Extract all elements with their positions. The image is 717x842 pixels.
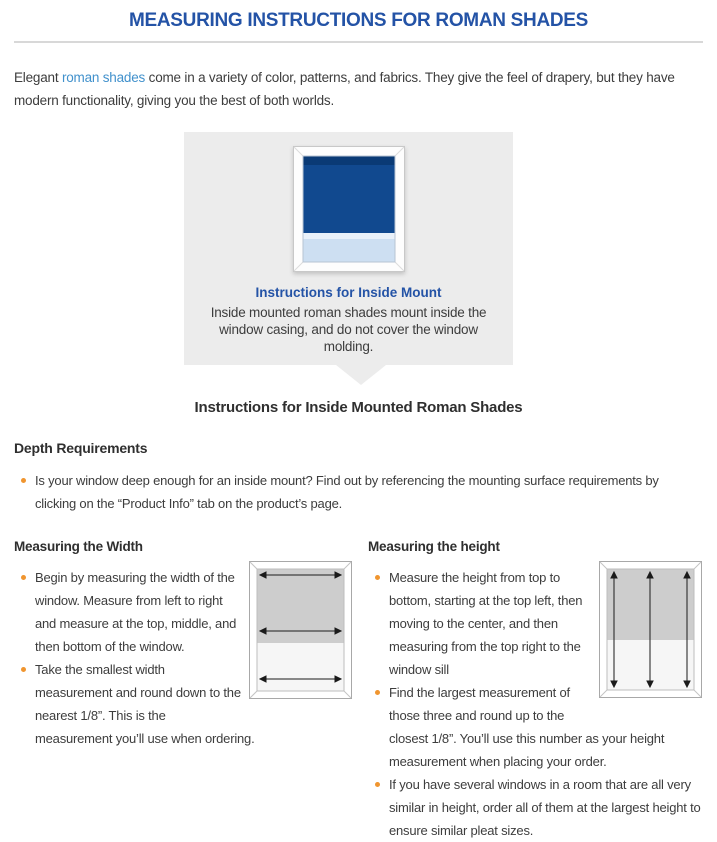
measuring-height-heading: Measuring the height — [368, 539, 500, 554]
callout-pointer-arrow — [336, 365, 386, 385]
depth-requirements-list — [14, 469, 703, 515]
list-item: Take the smallest width measurement and round down to the nearest 1/8”. This is the measurement you’ll use when ordering. — [35, 658, 352, 750]
inside-mount-callout — [184, 132, 513, 365]
title-divider — [14, 41, 703, 43]
page-title: MEASURING INSTRUCTIONS FOR ROMAN SHADES — [128, 10, 589, 31]
callout-title — [184, 283, 513, 302]
roman-shade — [303, 165, 395, 233]
measuring-height-list — [368, 566, 702, 842]
measuring-height-section — [368, 539, 702, 842]
measuring-width-list — [14, 566, 352, 750]
intro-paragraph — [14, 66, 703, 112]
roman-shades-link[interactable]: roman shades — [61, 70, 146, 85]
shade-header-bar — [303, 156, 395, 165]
window-pane-highlight — [303, 233, 395, 239]
inside-mount-section-heading: Instructions for Inside Mounted Roman Shades — [194, 399, 523, 416]
depth-requirements-heading: Depth Requirements — [14, 440, 148, 456]
list-item: Is your window deep enough for an inside mount? Find out by referencing the mounting surface requirements by clicking on the “Product Info” tab on the product’s page. — [35, 469, 703, 515]
inside-mount-instructions-link[interactable]: Instructions for Inside Mount — [255, 285, 442, 300]
measuring-columns — [14, 539, 703, 842]
intro-text-pre: Elegant — [14, 70, 62, 85]
intro-text-post: come in a variety of color, patterns, and fabrics. They give the feel of drapery, but they have modern functionality, giving you the best of both worlds. — [14, 70, 675, 108]
callout-description: Inside mounted roman shades mount inside the window casing, and do not cover the window molding. — [210, 305, 487, 354]
list-item: Begin by measuring the width of the window. Measure from left to right and measure at the top, middle, and then bottom of the window. — [35, 566, 352, 658]
list-item: If you have several windows in a room that are all very similar in height, order all of them at the largest height to ensure similar pleat sizes. — [389, 773, 702, 842]
list-item: Measure the height from top to bottom, starting at the top left, then moving to the center, and then measuring from the top right to the window sill — [389, 566, 702, 681]
list-item: Find the largest measurement of those three and round up to the closest 1/8”. You’ll use this number as your height measurement when placing your order. — [389, 681, 702, 773]
measuring-width-heading: Measuring the Width — [14, 539, 143, 554]
inside-mount-window-image — [293, 146, 405, 272]
measuring-width-section — [14, 539, 352, 842]
